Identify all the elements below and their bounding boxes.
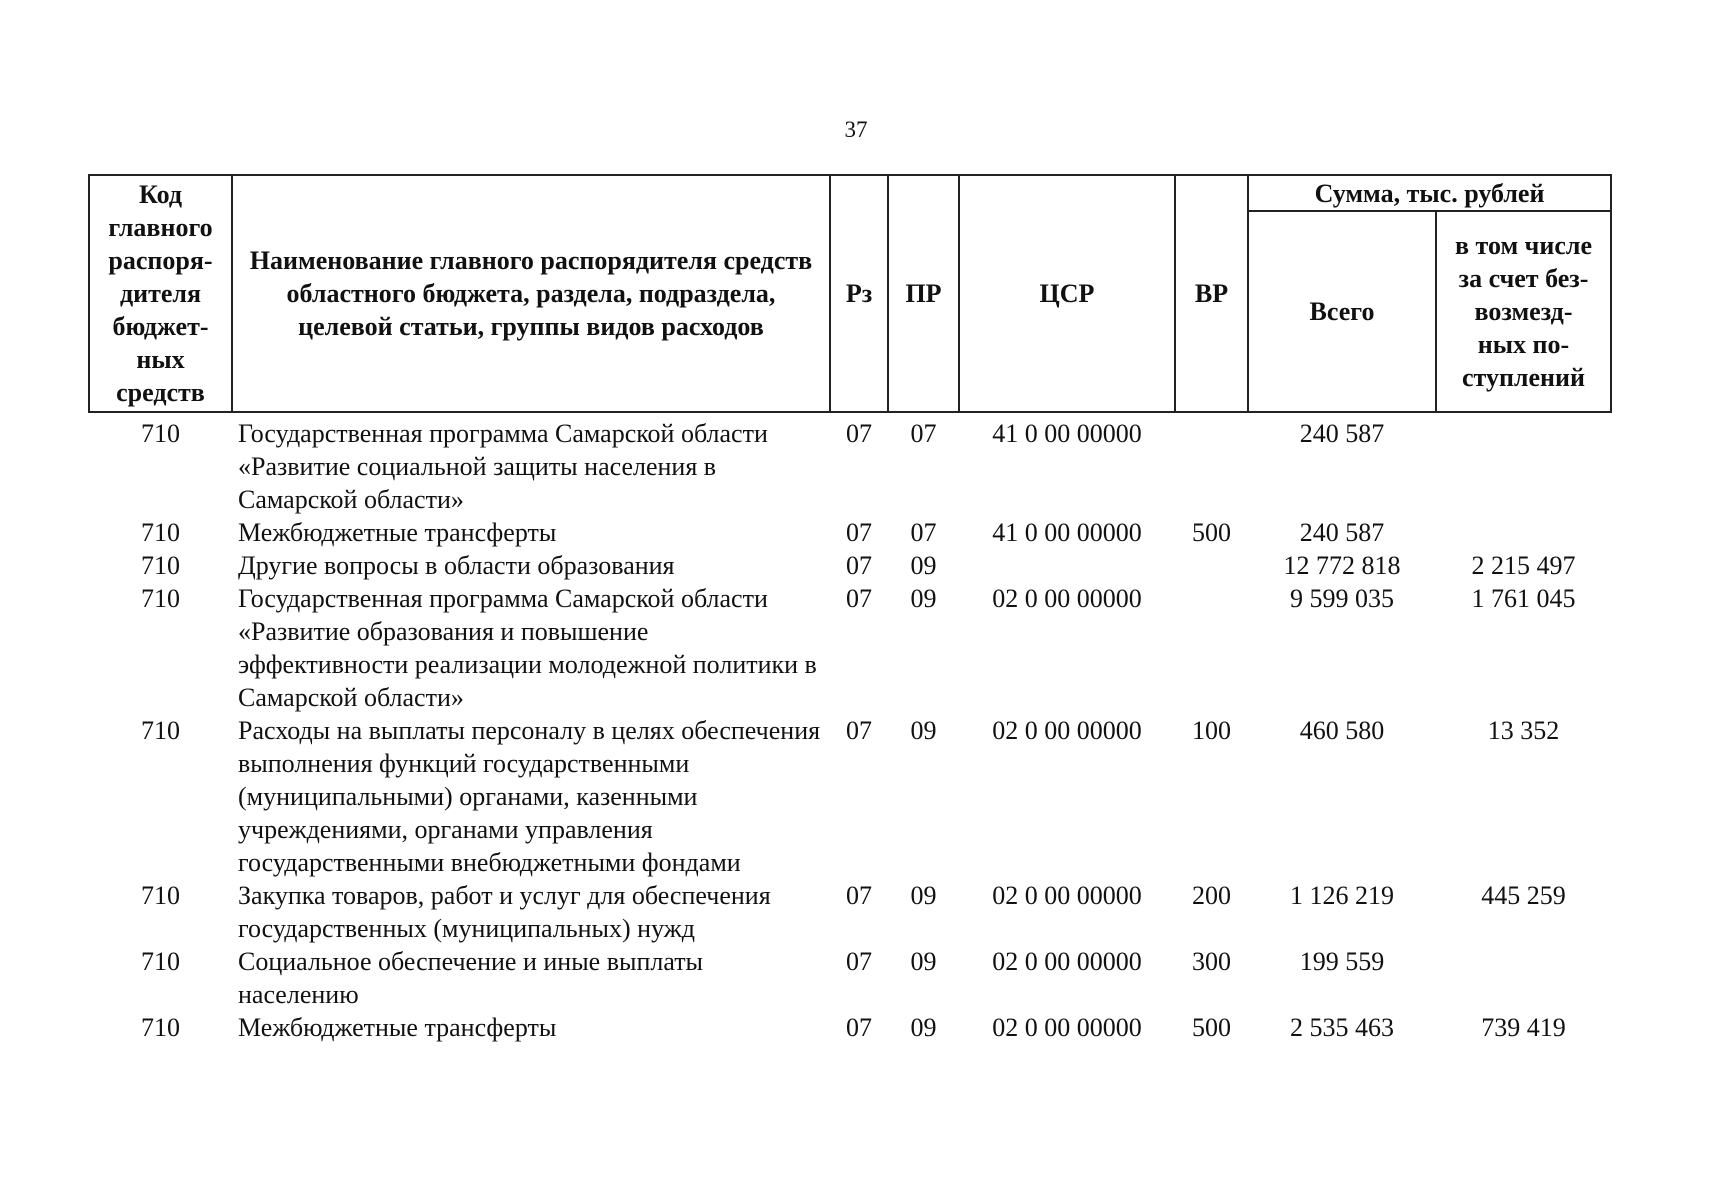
header-code (89, 175, 232, 412)
header-sum-group: Сумма, тыс. рублей (1248, 175, 1611, 211)
header-free-line-3: возмезд- (1474, 297, 1573, 326)
header-total: Всего (1248, 211, 1436, 412)
cell-code: 710 (141, 419, 180, 448)
cell-name: Закупка товаров, работ и услуг для обеспечения государственных (муниципальных) нужд (238, 881, 771, 943)
header-pr: ПР (888, 175, 959, 412)
cell-name: Расходы на выплаты персоналу в целях обеспечения выполнения функций государственными (муниципальными) органами, казенными учреждениями, органами управления государственными внебюджетными фондами (238, 716, 821, 877)
cell-total: 240 587 (1299, 518, 1385, 547)
cell-code: 710 (141, 551, 180, 580)
cell-pr: 09 (910, 947, 937, 976)
cell-name: Социальное обеспечение и иные выплаты населению (238, 947, 704, 1009)
cell-csr: 02 0 00 00000 (992, 947, 1142, 976)
cell-pr: 09 (910, 716, 937, 745)
header-free-line-4: ных по- (1477, 330, 1570, 359)
table-row (89, 516, 1611, 549)
cell-csr: 41 0 00 00000 (992, 419, 1142, 448)
cell-csr: 41 0 00 00000 (992, 518, 1142, 547)
cell-csr: 02 0 00 00000 (992, 1013, 1142, 1042)
table-row (89, 582, 1611, 714)
cell-rz: 07 (846, 881, 872, 910)
cell-rz: 07 (846, 518, 872, 547)
cell-free (1436, 516, 1611, 549)
cell-rz: 07 (846, 584, 872, 613)
cell-free: 739 419 (1481, 1013, 1566, 1042)
cell-total: 2 535 463 (1290, 1013, 1394, 1042)
table-row (89, 549, 1611, 582)
cell-free: 445 259 (1481, 881, 1566, 910)
cell-name: Государственная программа Самарской области «Развитие социальной защиты населения в Самарской области» (238, 419, 768, 514)
cell-rz: 07 (846, 419, 872, 448)
header-free-line-1: в том числе (1455, 231, 1592, 260)
cell-free (1436, 412, 1611, 516)
cell-vr: 500 (1192, 1013, 1231, 1042)
cell-total: 240 587 (1299, 419, 1385, 448)
cell-name: Межбюджетные трансферты (238, 518, 557, 547)
cell-name: Государственная программа Самарской области «Развитие образования и повышение эффективности реализации молодежной политики в Самарской области» (238, 584, 817, 712)
cell-vr (1175, 412, 1248, 516)
header-rz: Рз (830, 175, 888, 412)
table-row (89, 879, 1611, 945)
table-row (89, 714, 1611, 879)
cell-code: 710 (141, 518, 180, 547)
cell-rz: 07 (846, 551, 872, 580)
header-csr: ЦСР (959, 175, 1175, 412)
cell-csr (959, 549, 1175, 582)
cell-free: 2 215 497 (1471, 551, 1576, 580)
cell-code: 710 (141, 716, 180, 745)
cell-free: 13 352 (1487, 716, 1560, 745)
cell-pr: 09 (910, 584, 937, 613)
header-code-line-2: главного (108, 213, 213, 242)
header-code-line-1: Код (139, 180, 182, 209)
cell-name: Межбюджетные трансферты (238, 1013, 557, 1042)
page-number: 37 (844, 117, 868, 142)
table-body (89, 412, 1611, 1044)
header-free (1436, 211, 1611, 412)
cell-pr: 09 (910, 1013, 937, 1042)
cell-vr (1175, 582, 1248, 714)
cell-total: 460 580 (1299, 716, 1385, 745)
cell-pr: 07 (910, 518, 937, 547)
header-code-line-4: дителя (119, 279, 202, 308)
table-header (89, 175, 1611, 412)
header-vr: ВР (1175, 175, 1248, 412)
cell-vr (1175, 549, 1248, 582)
cell-csr: 02 0 00 00000 (992, 584, 1142, 613)
budget-table (88, 174, 1612, 1044)
cell-vr: 300 (1192, 947, 1231, 976)
header-name: Наименование главного распорядителя средств областного бюджета, раздела, подраздела, целевой статьи, группы видов расходов (232, 175, 830, 412)
cell-pr: 09 (910, 881, 937, 910)
cell-total: 9 599 035 (1290, 584, 1394, 613)
cell-pr: 09 (910, 551, 937, 580)
header-code-line-5: бюджет- (112, 312, 209, 341)
cell-vr: 200 (1192, 881, 1231, 910)
cell-csr: 02 0 00 00000 (992, 716, 1142, 745)
cell-code: 710 (141, 1013, 180, 1042)
cell-total: 199 559 (1299, 947, 1385, 976)
table-row (89, 945, 1611, 1011)
cell-name: Другие вопросы в области образования (238, 551, 675, 580)
header-free-line-5: ступлений (1461, 363, 1586, 392)
cell-free (1436, 945, 1611, 1011)
cell-code: 710 (141, 584, 180, 613)
cell-pr: 07 (910, 419, 937, 448)
header-code-line-3: распоря- (108, 246, 213, 275)
cell-rz: 07 (846, 947, 872, 976)
cell-code: 710 (141, 881, 180, 910)
cell-total: 1 126 219 (1290, 881, 1394, 910)
cell-free: 1 761 045 (1471, 584, 1576, 613)
header-free-line-2: за счет без- (1458, 264, 1589, 293)
header-code-line-6: ных (136, 345, 185, 374)
cell-rz: 07 (846, 1013, 872, 1042)
header-code-line-7: средств (116, 378, 205, 407)
cell-vr: 100 (1192, 716, 1231, 745)
table-row (89, 412, 1611, 516)
cell-code: 710 (141, 947, 180, 976)
table-row (89, 1011, 1611, 1044)
cell-total: 12 772 818 (1283, 551, 1401, 580)
cell-csr: 02 0 00 00000 (992, 881, 1142, 910)
cell-rz: 07 (846, 716, 872, 745)
cell-vr: 500 (1192, 518, 1231, 547)
